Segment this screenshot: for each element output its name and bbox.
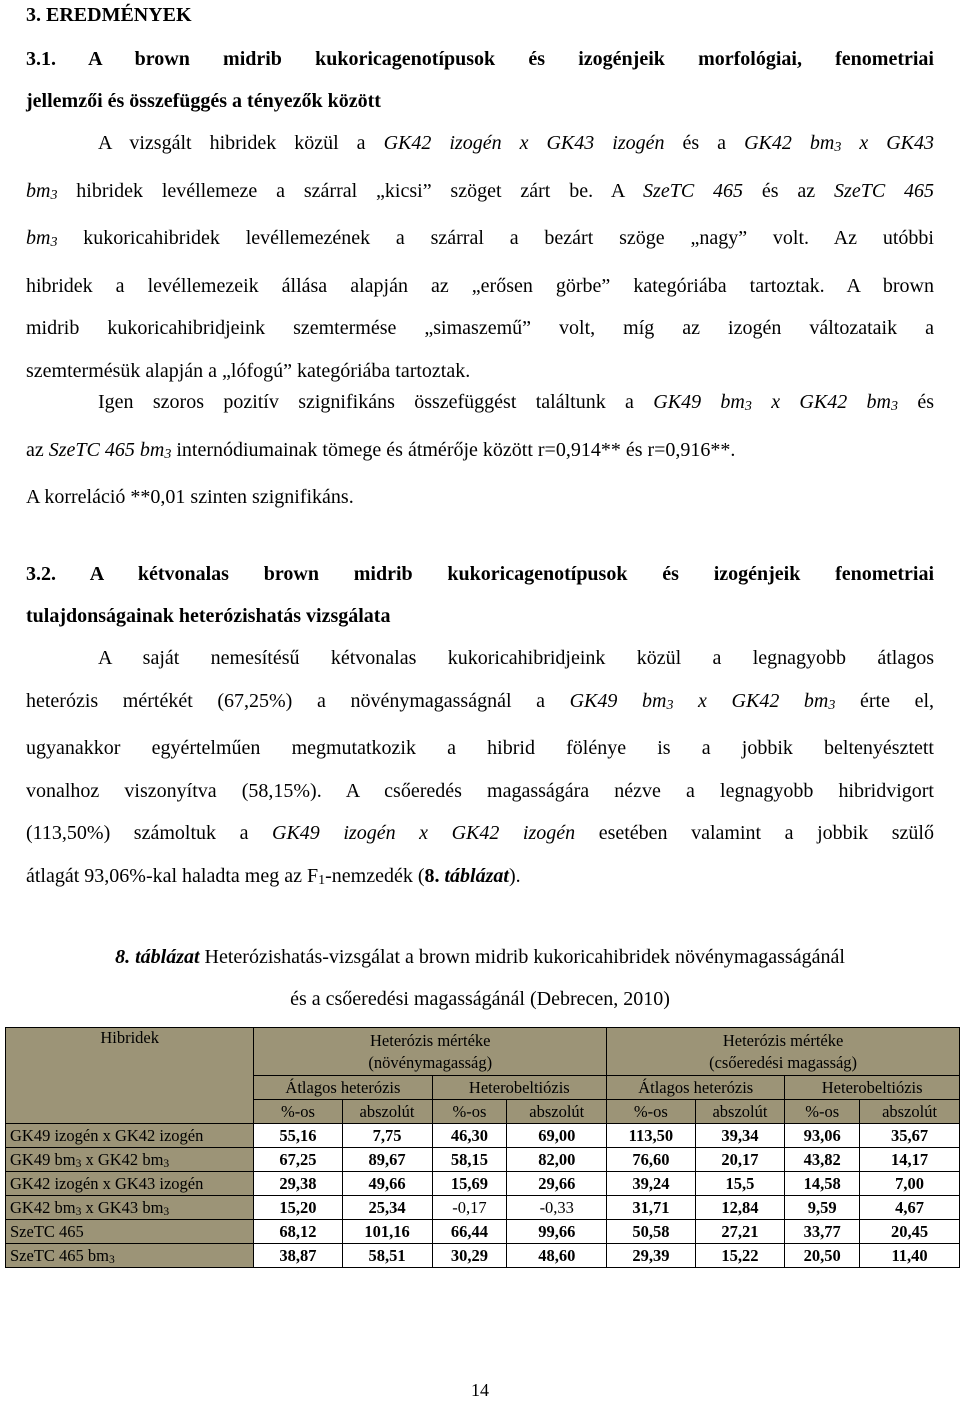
paragraph-line: az SzeTC 465 $bm_3$ internódiumainak tömege és átmérője között r=0,914** és r=0,916**.	[26, 438, 736, 462]
value-cell: 20,45	[860, 1220, 960, 1244]
table-row	[6, 1244, 960, 1268]
value-cell: 55,16	[254, 1124, 342, 1148]
value-cell: 39,24	[607, 1172, 695, 1196]
unit-header-absolute: abszolút	[507, 1100, 607, 1124]
value-cell: 99,66	[507, 1220, 607, 1244]
value-cell: 93,06	[785, 1124, 860, 1148]
hybrid-name-cell: GK42 $bm_3$ x GK43 $bm_3$	[6, 1196, 254, 1220]
value-cell: 35,67	[860, 1124, 960, 1148]
hybrid-name-cell: SzeTC 465	[6, 1220, 254, 1244]
value-cell: 7,00	[860, 1172, 960, 1196]
value-cell: 7,75	[342, 1124, 432, 1148]
table-caption	[26, 936, 934, 1020]
value-cell: 113,50	[607, 1124, 695, 1148]
value-cell: 31,71	[607, 1196, 695, 1220]
value-cell: 39,34	[695, 1124, 785, 1148]
section-3-1-title-line1: 3.1. A brown midrib kukoricagenotípusok és izogénjeik morfológiai, fenometriai	[26, 48, 934, 70]
table-row	[6, 1172, 960, 1196]
value-cell: 49,66	[342, 1172, 432, 1196]
unit-header-absolute: abszolút	[342, 1100, 432, 1124]
value-cell: 14,58	[785, 1172, 860, 1196]
value-cell: 69,00	[507, 1124, 607, 1148]
value-cell: 29,66	[507, 1172, 607, 1196]
paragraph-line: midrib kukoricahibridjeink szemtermése „simaszemű” volt, míg az izogén változataik a	[26, 317, 934, 339]
value-cell: 46,30	[432, 1124, 507, 1148]
value-cell: 66,44	[432, 1220, 507, 1244]
value-cell: 33,77	[785, 1220, 860, 1244]
hybrid-name-cell: GK42 izogén x GK43 izogén	[6, 1172, 254, 1196]
value-cell: 29,39	[607, 1244, 695, 1268]
value-cell: 25,34	[342, 1196, 432, 1220]
value-cell: 4,67	[860, 1196, 960, 1220]
table-row	[6, 1220, 960, 1244]
value-cell: 82,00	[507, 1148, 607, 1172]
sub-header-heterobeltiosis: Heterobeltiózis	[432, 1076, 607, 1100]
value-cell: 58,51	[342, 1244, 432, 1268]
value-cell: 89,67	[342, 1148, 432, 1172]
paragraph-line: vonalhoz viszonyítva (58,15%). A csőeredés magasságára nézve a legnagyobb hibridvigort	[26, 779, 934, 802]
paragraph-line: $bm_3$ hibridek levéllemeze a szárral „kicsi” szöget zárt be. A SzeTC 465 és az SzeTC 465	[26, 179, 935, 203]
paragraph-line: ugyanakkor egyértelműen megmutatkozik a hibrid fölénye is a jobbik beltenyésztett	[26, 737, 934, 759]
paragraph-line: A vizsgált hibridek közül a GK42 izogén x GK43 izogén és a GK42 $bm_3$ x GK43	[98, 132, 934, 155]
value-cell: 12,84	[695, 1196, 785, 1220]
value-cell: 67,25	[254, 1148, 342, 1172]
value-cell: 43,82	[785, 1148, 860, 1172]
value-cell: 30,29	[432, 1244, 507, 1268]
value-cell: 9,59	[785, 1196, 860, 1220]
value-cell: 15,5	[695, 1172, 785, 1196]
section-3-1-paragraph-1	[26, 122, 934, 392]
value-cell: 20,17	[695, 1148, 785, 1172]
page-number: 14	[471, 1380, 489, 1400]
sub-header-avg-heterosis: Átlagos heterózis	[607, 1076, 785, 1100]
value-cell: 15,69	[432, 1172, 507, 1196]
col-group-line: Heterózis mértéke	[370, 1030, 491, 1050]
paragraph-line: A saját nemesítésű kétvonalas kukoricahibridjeink közül a legnagyobb átlagos	[98, 647, 934, 669]
unit-header-absolute: abszolút	[695, 1100, 785, 1124]
unit-header-percent: %-os	[607, 1100, 695, 1124]
value-cell: 29,38	[254, 1172, 342, 1196]
value-cell: 15,22	[695, 1244, 785, 1268]
section-3-1-paragraph-2	[26, 381, 934, 519]
table-row	[6, 1148, 960, 1172]
heterosis-table	[5, 1027, 960, 1268]
sub-header-avg-heterosis: Átlagos heterózis	[254, 1076, 432, 1100]
section-3-1-title	[26, 38, 934, 122]
section-3-2-title	[26, 553, 934, 637]
value-cell: 76,60	[607, 1148, 695, 1172]
value-cell: 58,15	[432, 1148, 507, 1172]
col-group-line: (csőeredési magasság)	[709, 1052, 858, 1072]
sub-header-heterobeltiosis: Heterobeltiózis	[785, 1076, 960, 1100]
value-cell: 15,20	[254, 1196, 342, 1220]
value-cell: 38,87	[254, 1244, 342, 1268]
paragraph-line: átlagát 93,06%-kal haladta meg az $F_1$-nemzedék (8. táblázat).	[26, 864, 521, 888]
value-cell: 50,58	[607, 1220, 695, 1244]
table-row	[6, 1124, 960, 1148]
col-header-hybrids: Hibridek	[6, 1028, 254, 1124]
unit-header-percent: %-os	[432, 1100, 507, 1124]
section-3-2-paragraph-1	[26, 637, 934, 902]
paragraph-line: heterózis mértékét (67,25%) a növénymagasságnál a GK49 $bm_3$ x GK42 $bm_3$ érte el,	[26, 689, 935, 713]
paragraph-line: Igen szoros pozitív szignifikáns összefüggést találtunk a GK49 $bm_3$ x GK42 $bm_3$ és	[98, 391, 934, 414]
table-caption-text: Heterózishatás-vizsgálat a brown midrib kukoricahibridek növénymagasságánál	[199, 946, 845, 968]
section-3-1-title-line2: jellemzői és összefüggés a tényezők között	[26, 90, 381, 112]
chapter-heading: 3. EREDMÉNYEK	[26, 4, 192, 26]
unit-header-percent: %-os	[254, 1100, 342, 1124]
paragraph-line: hibridek a levéllemezeik állása alapján az „erősen görbe” kategóriába tartoztak. A brown	[26, 274, 934, 297]
col-group-line: Heterózis mértéke	[722, 1030, 844, 1050]
col-group-plant-height	[254, 1028, 607, 1076]
value-cell: 27,21	[695, 1220, 785, 1244]
section-3-2-title-line1: 3.2. A kétvonalas brown midrib kukoricagenotípusok és izogénjeik fenometriai	[26, 563, 934, 585]
section-3-2-title-line2: tulajdonságainak heterózishatás vizsgálata	[26, 605, 391, 627]
table-row	[6, 1196, 960, 1220]
paragraph-line: (113,50%) számoltuk a GK49 izogén x GK42 izogén esetében valamint a jobbik szülő	[26, 822, 934, 844]
value-cell: -0,17	[432, 1196, 507, 1220]
paragraph-line: A korreláció **0,01 szinten szignifikáns.	[26, 486, 354, 508]
table-caption-label: 8. táblázat	[115, 946, 200, 968]
hybrid-name-cell: SzeTC 465 $bm_3$	[6, 1244, 254, 1268]
hybrid-name-cell: GK49 $bm_3$ x GK42 $bm_3$	[6, 1148, 254, 1172]
paragraph-line: $bm_3$ kukoricahibridek levéllemezének a szárral a bezárt szöge „nagy” volt. Az utóbbi	[26, 227, 934, 250]
table-caption-line1	[26, 936, 934, 978]
value-cell: 101,16	[342, 1220, 432, 1244]
unit-header-percent: %-os	[785, 1100, 860, 1124]
value-cell: 14,17	[860, 1148, 960, 1172]
value-cell: 68,12	[254, 1220, 342, 1244]
value-cell: 48,60	[507, 1244, 607, 1268]
paragraph-line: szemtermésük alapján a „lófogú” kategóriába tartoztak.	[26, 359, 471, 382]
table-caption-line2: és a csőeredési magasságánál (Debrecen, 2010)	[290, 988, 670, 1010]
col-group-line: (növénymagasság)	[368, 1052, 493, 1072]
value-cell: 20,50	[785, 1244, 860, 1268]
value-cell: 11,40	[860, 1244, 960, 1268]
hybrid-name-cell: GK49 izogén x GK42 izogén	[6, 1124, 254, 1148]
unit-header-absolute: abszolút	[860, 1100, 960, 1124]
col-group-ear-height	[607, 1028, 960, 1076]
value-cell: -0,33	[507, 1196, 607, 1220]
